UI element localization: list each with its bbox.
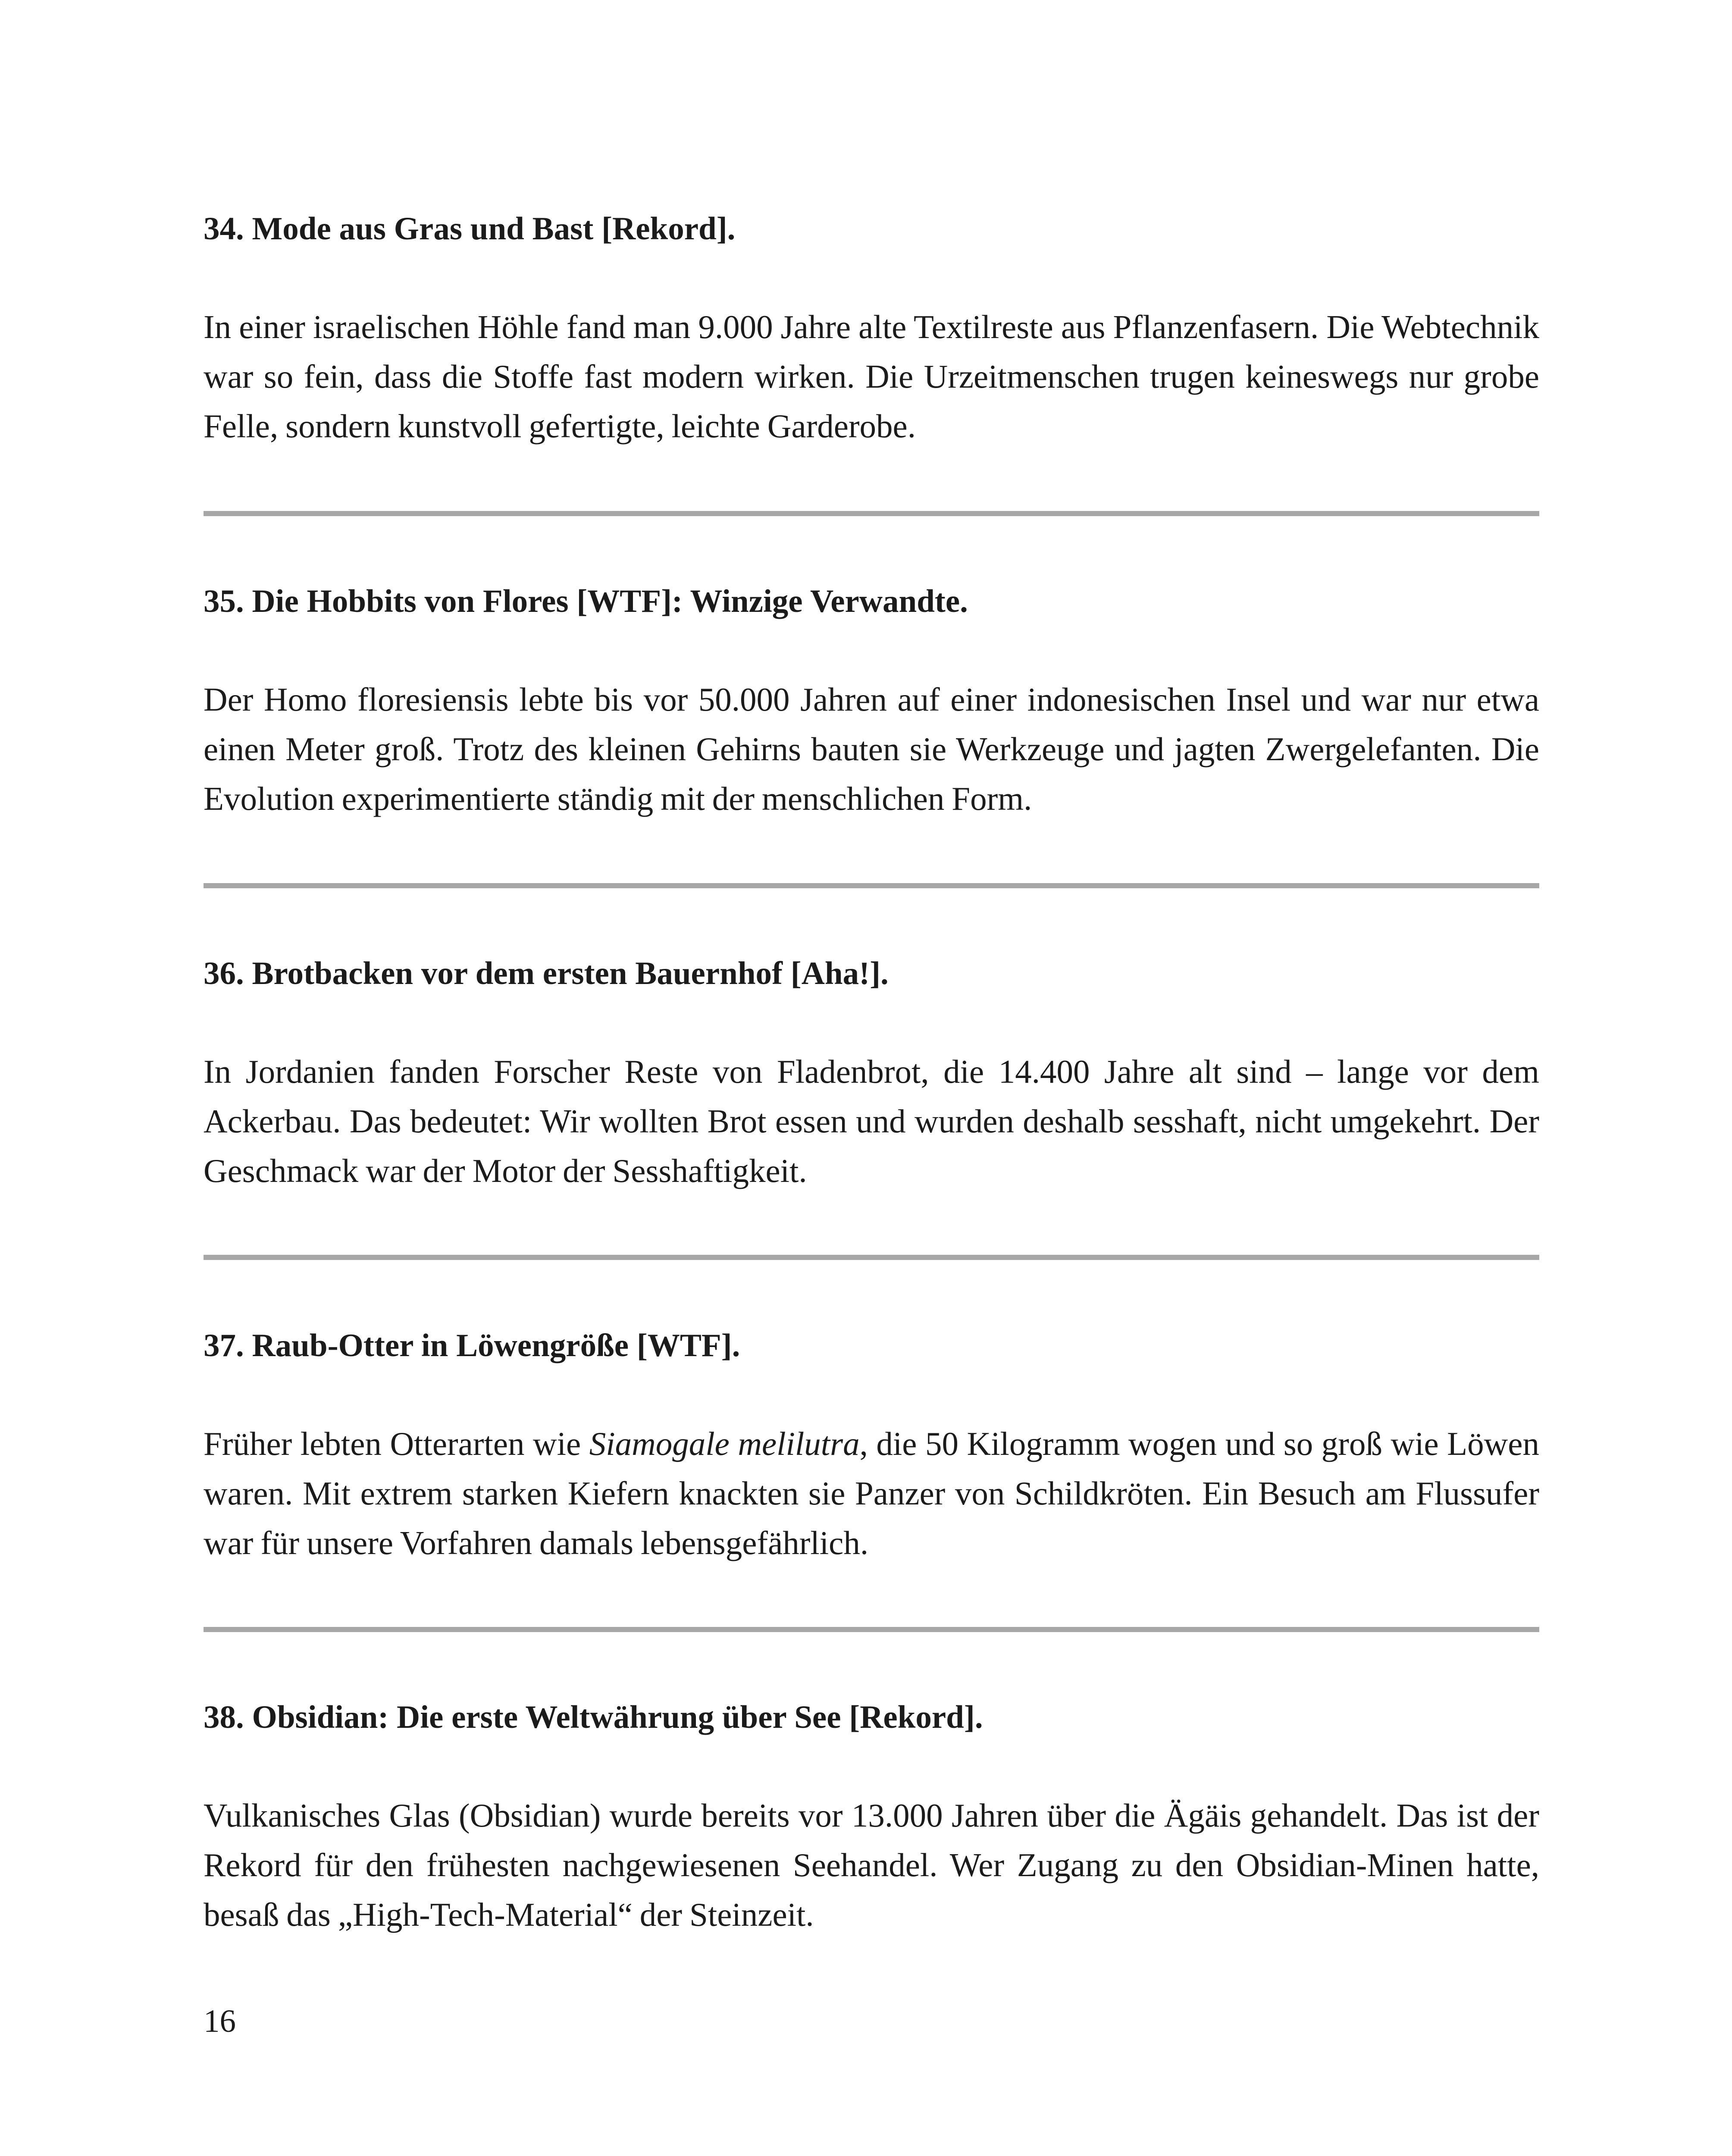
entry-body xyxy=(204,675,1539,824)
entry-heading: 34. Mode aus Gras und Bast [Rekord]. xyxy=(204,211,736,247)
entry-body xyxy=(204,1419,1539,1568)
entry-body xyxy=(204,302,1539,451)
entry-text: Der Homo floresiensis lebte bis vor 50.000 Jahren auf einer indonesischen Insel und war nur etwa einen Meter groß. Trotz des kleinen Gehirns bauten sie Werkzeuge und jagten Zwergelefanten. Die Evolution experimentierte ständig mit der menschlichen Form. xyxy=(204,681,1539,817)
species-name: Siamogale melilutra xyxy=(589,1425,860,1462)
entry-text: In Jordanien fanden Forscher Reste von Fladenbrot, die 14.400 Jahre alt sind – lange vor dem Ackerbau. Das bedeutet: Wir wollten Brot essen und wurden deshalb sesshaft, nicht umgekehrt. Der Geschmack war der Motor der Sesshaftigkeit. xyxy=(204,1053,1539,1189)
entry-body xyxy=(204,1047,1539,1196)
section-divider xyxy=(204,511,1539,516)
entry-text: Früher lebten Otterarten wie xyxy=(204,1425,589,1462)
entry-text: Vulkanisches Glas (Obsidian) wurde bereits vor 13.000 Jahren über die Ägäis gehandelt. Das ist der Rekord für den frühesten nachgewiesenen Seehandel. Wer Zugang zu den Obsidian-Minen hatte, besaß das „High-Tech-Material“ der Steinzeit. xyxy=(204,1797,1539,1933)
section-divider xyxy=(204,883,1539,888)
entry-heading: 36. Brotbacken vor dem ersten Bauernhof [Aha!]. xyxy=(204,956,889,991)
entry-text: , die 50 Kilogramm wogen und so groß wie Löwen waren. Mit extrem starken Kiefern knackten sie Panzer von Schildkröten. Ein Besuch am Flussufer war für unsere Vorfahren damals lebensgefährlich. xyxy=(204,1425,1539,1561)
document-page xyxy=(204,0,1539,2156)
entry-heading: 38. Obsidian: Die erste Weltwährung über See [Rekord]. xyxy=(204,1699,983,1735)
page-number: 16 xyxy=(204,2003,236,2039)
entry-text: In einer israelischen Höhle fand man 9.000 Jahre alte Textilreste aus Pflanzenfasern. Die Webtechnik war so fein, dass die Stoffe fast modern wirken. Die Urzeitmenschen trugen keineswegs nur grobe Felle, sondern kunstvoll gefertigte, leichte Garderobe. xyxy=(204,308,1539,445)
entry-body xyxy=(204,1791,1539,1940)
entry-heading: 37. Raub-Otter in Löwengröße [WTF]. xyxy=(204,1328,740,1363)
section-divider xyxy=(204,1627,1539,1632)
section-divider xyxy=(204,1255,1539,1260)
entry-heading: 35. Die Hobbits von Flores [WTF]: Winzige Verwandte. xyxy=(204,583,968,619)
